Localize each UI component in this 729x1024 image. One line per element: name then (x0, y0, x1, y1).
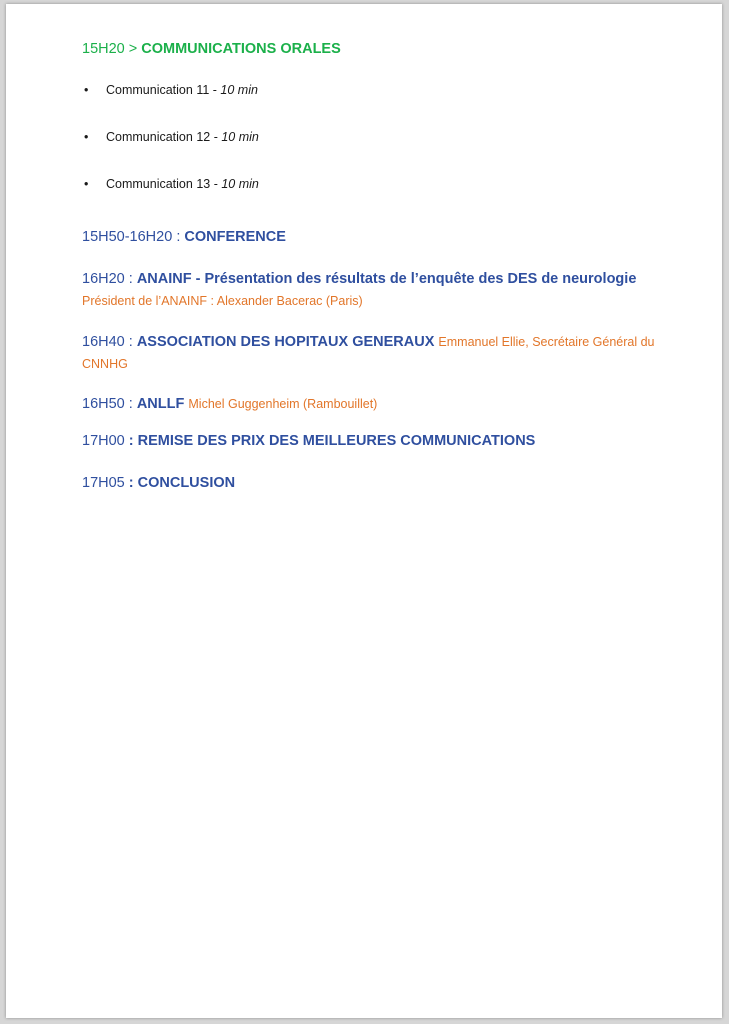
bullet-icon: • (84, 130, 89, 144)
communication-label: Communication 11 - (106, 83, 221, 97)
association-time: 16H40 : (82, 334, 137, 350)
anainf-title: ANAINF - Présentation des résultats de l’enquête des DES de neurologie (136, 271, 637, 287)
bullet-icon: • (84, 83, 89, 97)
list-item (82, 128, 259, 146)
anainf-time: 16H20 : (82, 271, 137, 287)
association-title: ASSOCIATION DES HOPITAUX GENERAUX (136, 334, 435, 350)
section-time: 15H20 > (82, 41, 138, 57)
bullet-icon: • (84, 177, 89, 191)
prix-title: : REMISE DES PRIX DES MEILLEURES COMMUNICATIONS (128, 433, 536, 449)
communication-label: Communication 12 - (106, 130, 222, 144)
section-conference (82, 226, 662, 248)
communication-label: Communication 13 - (106, 177, 222, 191)
conclusion-time: 17H05 (82, 475, 129, 491)
conference-title: CONFERENCE (184, 229, 286, 245)
list-item (82, 81, 258, 99)
section-title: COMMUNICATIONS ORALES (141, 41, 341, 57)
section-conclusion (82, 472, 662, 494)
anllf-time: 16H50 : (82, 396, 137, 412)
prix-time: 17H00 (82, 433, 129, 449)
section-anllf (82, 393, 662, 415)
section-prix (82, 430, 662, 452)
section-association (82, 331, 662, 375)
communication-duration: 10 min (220, 83, 258, 97)
communication-duration: 10 min (221, 177, 259, 191)
anainf-speaker: Président de l’ANAINF : Alexander Bacerac (Paris) (82, 294, 363, 308)
association-speaker: Emmanuel Ellie, Secrétaire Général du CNNHG (82, 335, 655, 371)
conference-time: 15H50-16H20 : (82, 229, 185, 245)
list-item (82, 175, 259, 193)
conclusion-title: : CONCLUSION (128, 475, 236, 491)
document-page (6, 4, 722, 1018)
anllf-speaker: Michel Guggenheim (Rambouillet) (188, 397, 378, 411)
communication-duration: 10 min (221, 130, 259, 144)
section-communications-orales (82, 38, 662, 60)
section-anainf (82, 268, 662, 312)
anllf-title: ANLLF (136, 396, 185, 412)
